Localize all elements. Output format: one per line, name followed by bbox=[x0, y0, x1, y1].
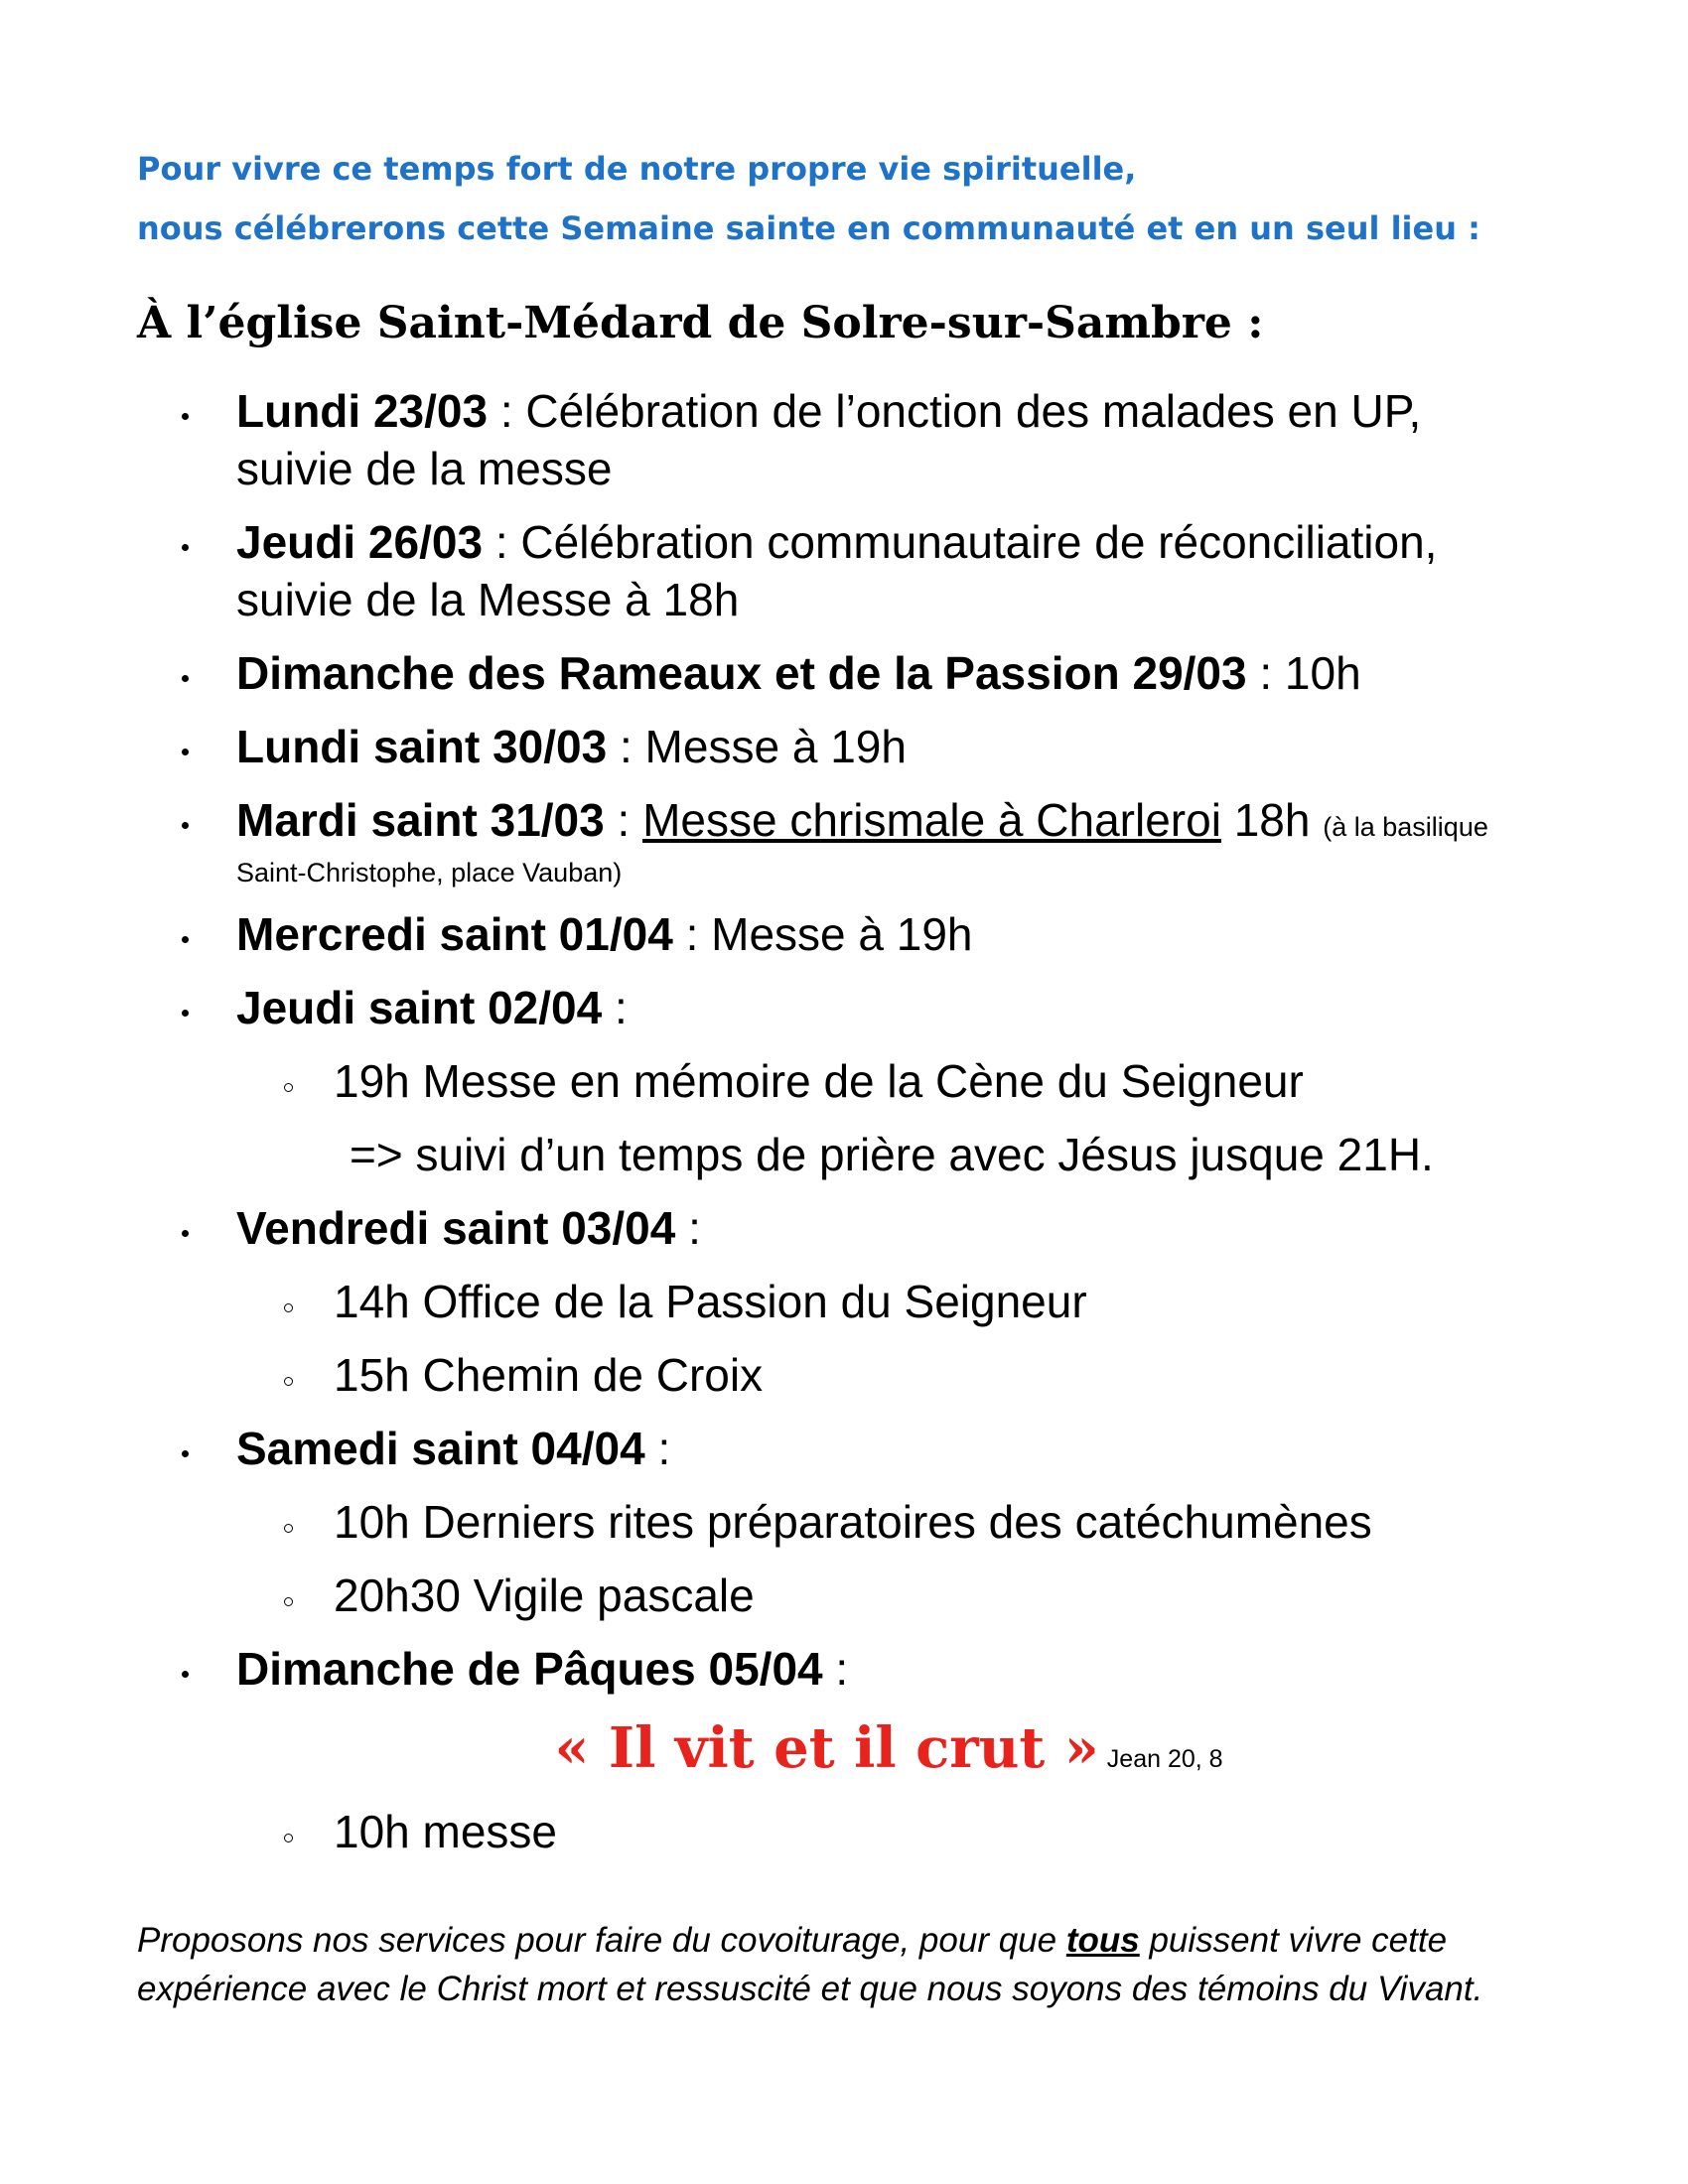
closing-paragraph bbox=[137, 1916, 1567, 2013]
item-label: Samedi saint 04/04 bbox=[236, 1423, 645, 1474]
list-item bbox=[0, 644, 1688, 702]
list-item bbox=[0, 1199, 1688, 1257]
item-label: Vendredi saint 03/04 bbox=[236, 1202, 676, 1254]
list-item bbox=[0, 791, 1688, 889]
list-item bbox=[0, 718, 1688, 775]
item-label: Dimanche des Rameaux et de la Passion 29/03 bbox=[236, 647, 1247, 699]
venue-note: (à la basilique bbox=[1323, 812, 1488, 842]
item-text: 18h bbox=[1220, 794, 1324, 846]
list-item bbox=[0, 1640, 1688, 1698]
item-continuation: suivie de la Messe à 18h bbox=[236, 574, 740, 625]
intro-text bbox=[137, 139, 1607, 258]
item-text: : bbox=[602, 982, 628, 1033]
item-label: Mercredi saint 01/04 bbox=[236, 908, 673, 960]
chrism-mass-link: Messe chrismale à Charleroi bbox=[642, 794, 1221, 846]
schedule-list bbox=[0, 382, 1688, 1876]
item-text: : Messe à 19h bbox=[672, 908, 973, 960]
sub-list-item: 20h30 Vigile pascale bbox=[0, 1567, 1688, 1624]
easter-quote bbox=[0, 1715, 1688, 1781]
venue-note-continuation: Saint-Christophe, place Vauban) bbox=[236, 858, 623, 887]
list-item bbox=[0, 513, 1688, 628]
item-label: Lundi 23/03 bbox=[236, 385, 489, 437]
item-text: : bbox=[675, 1202, 701, 1254]
list-item bbox=[0, 905, 1688, 963]
sub-list-item: 14h Office de la Passion du Seigneur bbox=[0, 1273, 1688, 1330]
item-text: : bbox=[822, 1643, 849, 1695]
location-heading: À l’église Saint-Médard de Solre-sur-Sambre : bbox=[137, 298, 1264, 348]
quote-text: « Il vit et il crut » bbox=[554, 1715, 1099, 1781]
quote-reference: Jean 20, 8 bbox=[1106, 1745, 1223, 1773]
list-item bbox=[0, 979, 1688, 1036]
item-text: : Célébration communautaire de réconciliation, bbox=[483, 516, 1438, 568]
closing-emphasis: tous bbox=[1065, 1921, 1140, 1960]
closing-text: Proposons nos services pour faire du covoiturage, pour que bbox=[137, 1921, 1066, 1960]
sub-list-item: 10h messe bbox=[0, 1803, 1688, 1860]
item-text: : 10h bbox=[1246, 647, 1361, 699]
closing-text-end: puissent vivre cette expérience avec le Christ mort et ressuscité et que nous soyons des témoins du Vivant. bbox=[137, 1921, 1483, 2008]
list-item bbox=[0, 382, 1688, 497]
item-label: Dimanche de Pâques 05/04 bbox=[236, 1643, 823, 1695]
item-label: Jeudi saint 02/04 bbox=[236, 982, 603, 1033]
item-label: Jeudi 26/03 bbox=[236, 516, 484, 568]
intro-line-2: nous célébrerons cette Semaine sainte en communauté et en un seul lieu : bbox=[137, 209, 1480, 247]
item-text: : Messe à 19h bbox=[607, 721, 907, 772]
item-label: Lundi saint 30/03 bbox=[236, 721, 608, 772]
sub-list-continuation: => suivi d’un temps de prière avec Jésus jusque 21H. bbox=[350, 1129, 1434, 1180]
item-label: Mardi saint 31/03 bbox=[236, 794, 605, 846]
intro-line-1: Pour vivre ce temps fort de notre propre vie spirituelle, bbox=[137, 150, 1137, 188]
sub-list-item: 19h Messe en mémoire de la Cène du Seigneur bbox=[0, 1052, 1688, 1110]
item-continuation: suivie de la messe bbox=[236, 443, 613, 494]
item-text: : Célébration de l’onction des malades en UP, bbox=[488, 385, 1422, 437]
list-item bbox=[0, 1420, 1688, 1477]
sub-list-item: 10h Derniers rites préparatoires des catéchumènes bbox=[0, 1493, 1688, 1551]
item-text: : bbox=[604, 794, 643, 846]
item-text: : bbox=[644, 1423, 671, 1474]
sub-list-item: 15h Chemin de Croix bbox=[0, 1346, 1688, 1404]
